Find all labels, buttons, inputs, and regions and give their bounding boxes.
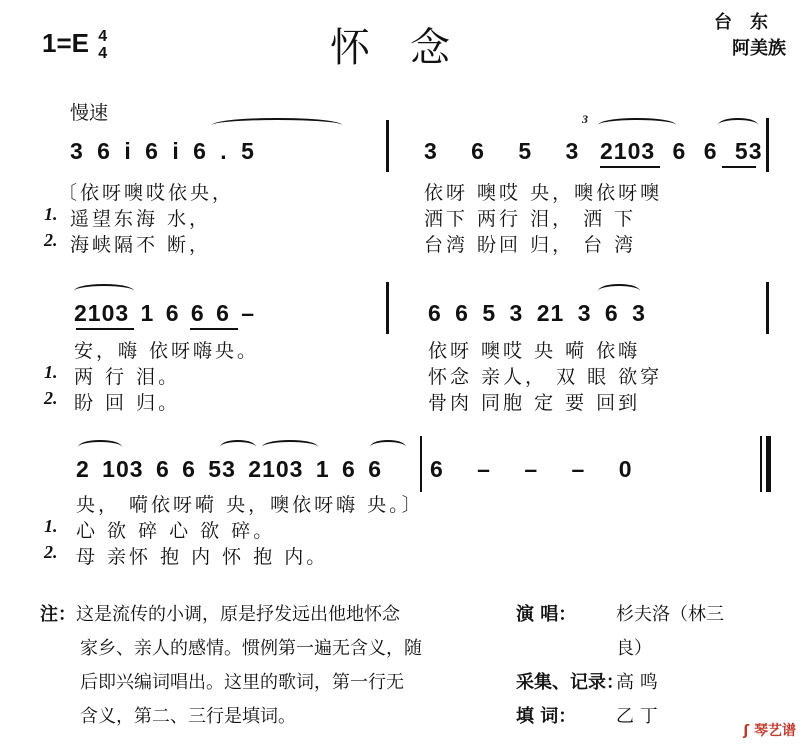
lyric-line: 两 行 泪。	[74, 366, 181, 388]
barline	[386, 282, 389, 334]
logo-icon: ʃ	[743, 723, 750, 739]
lyric-line: 骨肉 同胞 定 要 回到	[428, 392, 641, 414]
barline	[766, 118, 769, 172]
grace-note: 3	[582, 112, 588, 126]
time-top: 4	[98, 28, 108, 46]
slur	[598, 118, 676, 132]
note-line3: 后即兴编词唱出。这里的歌词，第一行无	[80, 672, 404, 693]
verse-number: 1.	[44, 516, 58, 536]
annotation-note	[40, 598, 480, 734]
time-bottom: 4	[98, 45, 108, 63]
lyricist: 乙 丁	[616, 706, 658, 727]
note-line1: 这是流传的小调，原是抒发远出他地怀念	[76, 604, 400, 625]
beam-line	[722, 166, 756, 168]
lyric-line: 〔依呀噢哎依央，	[58, 182, 235, 204]
lyricist-label: 填 词：	[516, 706, 577, 727]
verse-number: 2.	[44, 230, 58, 250]
beam-line	[76, 328, 134, 330]
slur	[78, 440, 122, 454]
lyric-line: 依呀 噢哎 央，噢依呀噢	[424, 182, 663, 204]
verse-number: 2.	[44, 388, 58, 408]
notes-row: 3 6 i 6 i 6 . 5	[70, 138, 255, 164]
verse-number: 2.	[44, 542, 58, 562]
lyric-line: 盼 回 归。	[74, 392, 181, 414]
lyric-line: 怀念 亲人， 双 眼 欲穿	[428, 366, 663, 388]
key-text: 1=E	[42, 28, 89, 58]
song-origin	[714, 10, 786, 62]
notes-row: 6 6 5 3 21 3 6 3	[428, 300, 646, 326]
barline	[766, 282, 769, 334]
singer: 杉夫洛（林三	[616, 604, 724, 625]
slur	[370, 440, 406, 454]
lyric-line: 安，嗨 依呀嗨央。	[74, 340, 260, 362]
verse-number: 1.	[44, 362, 58, 382]
beam-line	[600, 166, 660, 168]
notes-row: 2 103 6 6 53 2103 1 6 6	[76, 456, 382, 482]
lyric-line: 心 欲 碎 心 欲 碎。	[76, 520, 276, 542]
notes-row: 6 – – – 0	[430, 456, 633, 482]
collector-label: 采集、记录：	[516, 672, 624, 693]
slur	[74, 284, 134, 298]
singer-label: 演 唱：	[516, 604, 577, 625]
slur	[718, 118, 758, 132]
key-signature	[42, 28, 107, 62]
watermark-logo	[743, 720, 796, 740]
note-label: 注：	[40, 604, 76, 625]
lyric-line: 依呀 噢哎 央 嗬 依嗨	[428, 340, 641, 362]
note-line2: 家乡、亲人的感情。惯例第一遍无含义，随	[80, 638, 422, 659]
time-signature	[98, 28, 107, 62]
lyric-line: 央， 嗬依呀嗬 央，噢依呀嗨 央。〕	[76, 494, 424, 516]
tempo-marking: 慢速	[70, 102, 109, 124]
final-barline-thin	[760, 436, 762, 492]
lyric-line: 母 亲怀 抱 内 怀 抱 内。	[76, 546, 329, 568]
lyric-line: 洒下 两行 泪， 洒 下	[424, 208, 637, 230]
notes-row: 2103 1 6 6 6 –	[74, 300, 256, 326]
lyric-line: 遥望东海 水，	[70, 208, 212, 230]
lyric-line: 台湾 盼回 归， 台 湾	[424, 234, 637, 256]
singer-cont: 良）	[616, 638, 652, 659]
notes-row: 2103 6 6 53	[600, 138, 763, 164]
slur	[220, 440, 256, 454]
verse-number: 1.	[44, 204, 58, 224]
song-title: 怀念	[330, 25, 490, 71]
origin-line2: 阿美族	[732, 38, 786, 59]
barline	[386, 120, 389, 172]
watermark-text: 琴艺谱	[754, 723, 796, 739]
lyric-line: 海峡隔不 断，	[70, 234, 212, 256]
final-barline-thick	[766, 436, 771, 492]
note-line4: 含义，第二、三行是填词。	[80, 706, 296, 727]
notes-row: 3 6 5 3	[424, 138, 580, 164]
credits	[516, 598, 724, 734]
barline	[420, 436, 422, 492]
beam-line	[190, 328, 238, 330]
slur	[598, 284, 640, 298]
slur	[262, 440, 318, 454]
origin-line1: 台东	[714, 12, 786, 33]
slur	[212, 118, 342, 132]
collector: 高 鸣	[616, 672, 658, 693]
